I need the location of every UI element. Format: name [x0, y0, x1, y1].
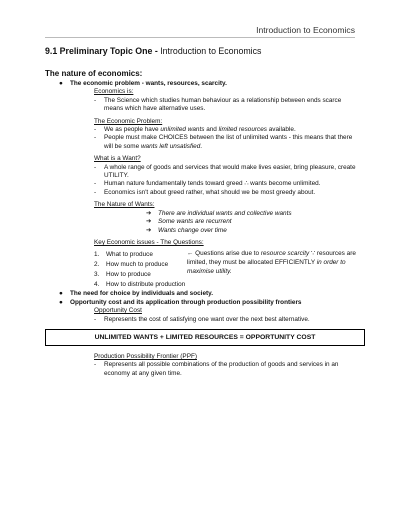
- ppf-heading: Production Possibility Frontier (PPF): [94, 352, 197, 360]
- title-rest: Introduction to Economics: [160, 46, 262, 56]
- arrow-icon: ➔: [146, 218, 152, 226]
- document-body: [45, 46, 365, 378]
- nature-of-wants-heading: The Nature of Wants:: [94, 201, 155, 209]
- dash-icon: -: [94, 315, 97, 323]
- list-item: - A whole range of goods and services that would make lives easier, bring pleasure, create UTILITY.: [94, 163, 356, 180]
- list-item: - Represents the cost of satisfying one want over the next best alternative.: [94, 315, 310, 323]
- arrow-icon: ➔: [146, 209, 152, 217]
- list-item: - People must make CHOICES between the list of unlimited wants - this means that there will be some wants left unsatisfied.: [94, 134, 353, 150]
- dash-icon: -: [94, 163, 97, 171]
- bullet-icon: ●: [59, 298, 63, 306]
- list-item: - The Science which studies human behaviour as a relationship between ends scarce means which have alternative uses.: [94, 96, 342, 113]
- economic-problem-heading: The Economic Problem:: [94, 117, 163, 125]
- opportunity-cost-formula-box: UNLIMITED WANTS + LIMITED RESOURCES = OPPORTUNITY COST: [45, 329, 365, 346]
- running-header: Introduction to Economics: [256, 25, 355, 35]
- bullet-icon: ●: [59, 80, 63, 87]
- dash-icon: -: [94, 134, 97, 142]
- list-item: 4. How to distribute production: [94, 281, 186, 289]
- section-heading: The nature of economics:: [45, 69, 143, 78]
- dash-icon: -: [94, 180, 97, 188]
- opportunity-cost-heading: Opportunity Cost: [94, 307, 142, 315]
- bullet-icon: ●: [59, 290, 63, 298]
- page-title: [45, 46, 365, 57]
- bullet-economic-problem: [45, 80, 365, 88]
- bullet-need-for-choice: ● The need for choice by individuals and society.: [59, 290, 213, 298]
- bullet-opportunity-cost: ● Opportunity cost and its application through production possibility frontiers: [59, 298, 302, 306]
- bullet-text: The economic problem - wants, resources, scarcity.: [70, 80, 227, 87]
- left-arrow-icon: ←: [187, 250, 194, 258]
- list-item: ➔ Wants change over time: [146, 226, 227, 234]
- list-item: - Human nature fundamentally tends toward greed ∴ wants become unlimited.: [94, 180, 321, 188]
- arrow-icon: ➔: [146, 226, 152, 234]
- dash-icon: -: [94, 188, 97, 196]
- list-item: - We as people have unlimited wants and limited resources available.: [94, 126, 296, 134]
- list-item: 3. How to produce: [94, 271, 151, 279]
- what-is-want-heading: What is a Want?: [94, 155, 141, 163]
- header-rule: [45, 37, 355, 38]
- list-item: - Represents all possible combinations of the production of goods and services in an economy at any given time.: [94, 361, 339, 377]
- list-item: ➔ Some wants are recurrent: [146, 218, 232, 226]
- economics-is-heading: Economics is:: [94, 88, 134, 96]
- key-issues-block: [45, 250, 365, 290]
- list-item: 2. How much to produce: [94, 261, 169, 269]
- scarcity-note: ← Questions arise due to resource scarcity ∵ resources are limited, they must be allocated EFFICIENTLY in order to maximise utility.: [187, 250, 356, 275]
- title-prefix: 9.1 Preliminary Topic One -: [45, 46, 161, 56]
- list-item: 1. What to produce: [94, 251, 153, 259]
- questions-list: [45, 250, 195, 290]
- dash-icon: -: [94, 361, 97, 369]
- key-issues-heading: Key Economic issues - The Questions:: [94, 238, 204, 246]
- list-item: ➔ There are individual wants and collective wants: [146, 209, 292, 217]
- dash-icon: -: [94, 126, 97, 134]
- list-item: - Economics isn't about greed rather, what should we be most greedy about.: [94, 188, 316, 196]
- dash-icon: -: [94, 96, 97, 104]
